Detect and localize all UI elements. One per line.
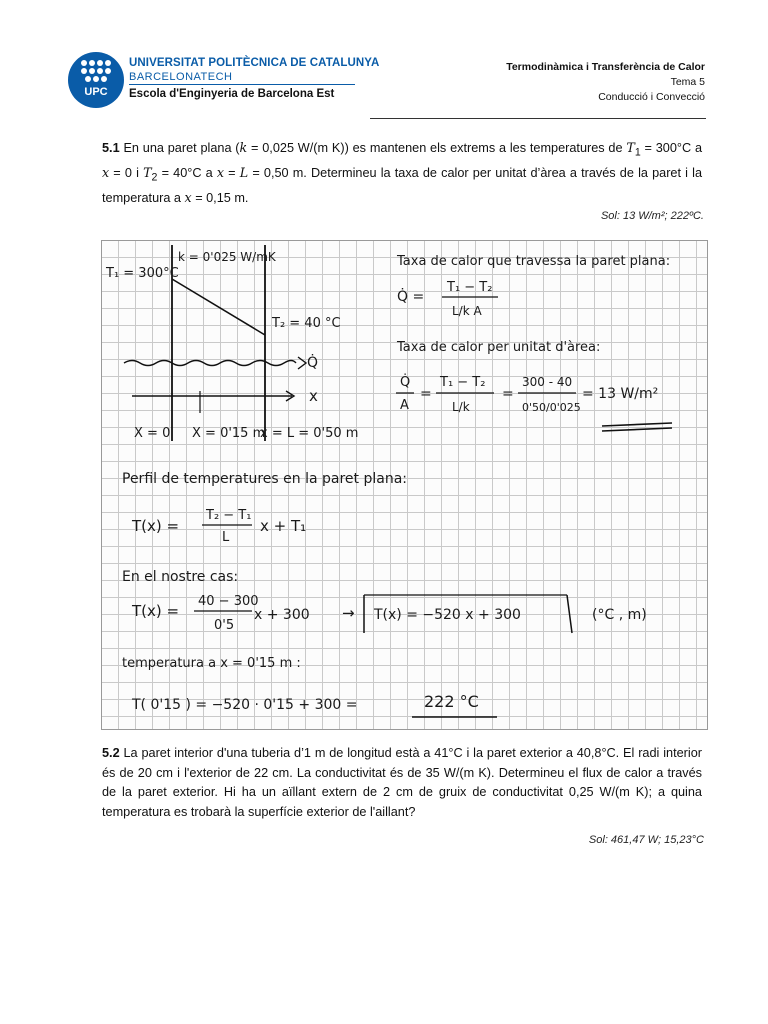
x-label: x xyxy=(309,387,318,405)
eq2-denominator: L/k xyxy=(452,400,470,414)
university-subtitle: BARCELONATECH xyxy=(129,71,233,83)
solution-5-1: Sol: 13 W/m²; 222ºC. xyxy=(600,210,704,222)
course-title: Termodinàmica i Transferència de Calor xyxy=(506,61,705,73)
dots-pattern-icon xyxy=(76,58,116,86)
x0-label: X = 0 xyxy=(134,426,171,441)
eq4-numerator: 40 − 300 xyxy=(198,594,259,609)
temperature-profile-line xyxy=(172,279,265,335)
logo-divider xyxy=(129,84,355,85)
xL-label: x = L = 0'50 m xyxy=(260,426,359,441)
notes-drawing xyxy=(102,241,707,729)
subtopic-label: Conducció i Convecció xyxy=(598,91,705,103)
problem-text: La paret interior d'una tuberia d’1 m de longitud està a 41°C i la paret exterior a 40,8°C. El radi interior és de 20 cm i l'exterior de 22 cm. La conductivitat és de 35 W/(m K). Determineu el flux de calor a través de la paret exterior. Hi ha un aïllant extern de 2 cm de gruix de conductivitat 0,25 W/(m K); a quina temperatura es trobarà la superfície exterior de l'aillant? xyxy=(102,746,702,819)
eq2-numerator: T₁ − T₂ xyxy=(440,375,486,390)
eq4-rhs: x + 300 xyxy=(254,607,310,623)
upc-logo-icon xyxy=(68,52,124,108)
handwritten-notes xyxy=(101,240,708,730)
eq2-result: = 13 W/m² xyxy=(582,386,659,402)
eq2-numerator-2: 300 - 40 xyxy=(522,375,573,389)
school-name: Escola d'Enginyeria de Barcelona Est xyxy=(129,88,335,100)
university-name: UNIVERSITAT POLITÈCNICA DE CATALUNYA xyxy=(129,57,380,69)
eq2-lhs-numerator: Q̇ xyxy=(400,375,411,390)
eq2-lhs-denominator: A xyxy=(400,398,409,413)
header-divider xyxy=(370,118,706,119)
problem-5-2 xyxy=(102,744,702,822)
problem-number: 5.1 xyxy=(102,141,120,155)
eq5: T( 0'15 ) = −520 · 0'15 + 300 = xyxy=(132,697,358,713)
q-label: Q̇ xyxy=(307,355,319,371)
x015-label: X = 0'15 m xyxy=(192,426,266,441)
eq1-numerator: T₁ − T₂ xyxy=(447,280,493,295)
heat-flow-arrow xyxy=(124,361,296,366)
eq4-denominator: 0'5 xyxy=(214,618,235,633)
t2-label: T₂ = 40 °C xyxy=(272,316,341,331)
result-underline-2 xyxy=(602,428,672,431)
eq5-result: 222 °C xyxy=(424,692,479,711)
eq3-denominator: L xyxy=(222,530,230,545)
eq1-denominator: L/k A xyxy=(452,304,482,318)
heat-arrow-head xyxy=(298,357,306,369)
notes-title-3: Perfil de temperatures en la paret plana: xyxy=(122,471,408,487)
eq2-denominator-2: 0'50/0'025 xyxy=(522,401,581,414)
problem-5-1: 5.1 En una paret plana (k = 0,025 W/(m K)) es mantenen els extrems a les temperatures de $T_1 = 300^\circ C$ a x = 0 i $T_2 = 40^\circ C$ a x = L = 0,50 m. Determineu la taxa de calor per unitat d’àrea a través de la paret i la temperatura a x = 0,15 m. xyxy=(102,140,703,206)
logo-text: UPC xyxy=(84,86,108,98)
eq2-equals-2: = xyxy=(502,386,514,402)
eq2-equals: = xyxy=(420,386,432,402)
university-logo xyxy=(68,52,380,108)
notes-title-5: temperatura a x = 0'15 m : xyxy=(122,656,301,671)
t1-label: T₁ = 300°C xyxy=(106,266,179,281)
eq1-lhs: Q̇ = xyxy=(397,289,425,305)
eq4-arrow: → xyxy=(342,604,355,622)
notes-title-2: Taxa de calor per unitat d'àrea: xyxy=(397,340,601,355)
eq3-lhs: T(x) = xyxy=(132,517,180,535)
course-info xyxy=(506,60,705,105)
eq4-units: (°C , m) xyxy=(592,607,647,623)
notes-title-1: Taxa de calor que travessa la paret plana: xyxy=(397,254,671,269)
result-underline-1 xyxy=(602,423,672,426)
problem-number: 5.2 xyxy=(102,746,120,760)
solution-5-2: Sol: 461,47 W; 15,23°C xyxy=(588,834,704,846)
eq3-numerator: T₂ − T₁ xyxy=(206,508,252,523)
eq4-boxed-result: T(x) = −520 x + 300 xyxy=(374,607,521,623)
topic-label: Tema 5 xyxy=(670,76,705,88)
k-label: k = 0'025 W/mK xyxy=(178,250,276,264)
notes-title-4: En el nostre cas: xyxy=(122,569,239,585)
eq4-lhs: T(x) = xyxy=(132,602,180,620)
eq3-rhs: x + T₁ xyxy=(260,517,307,535)
